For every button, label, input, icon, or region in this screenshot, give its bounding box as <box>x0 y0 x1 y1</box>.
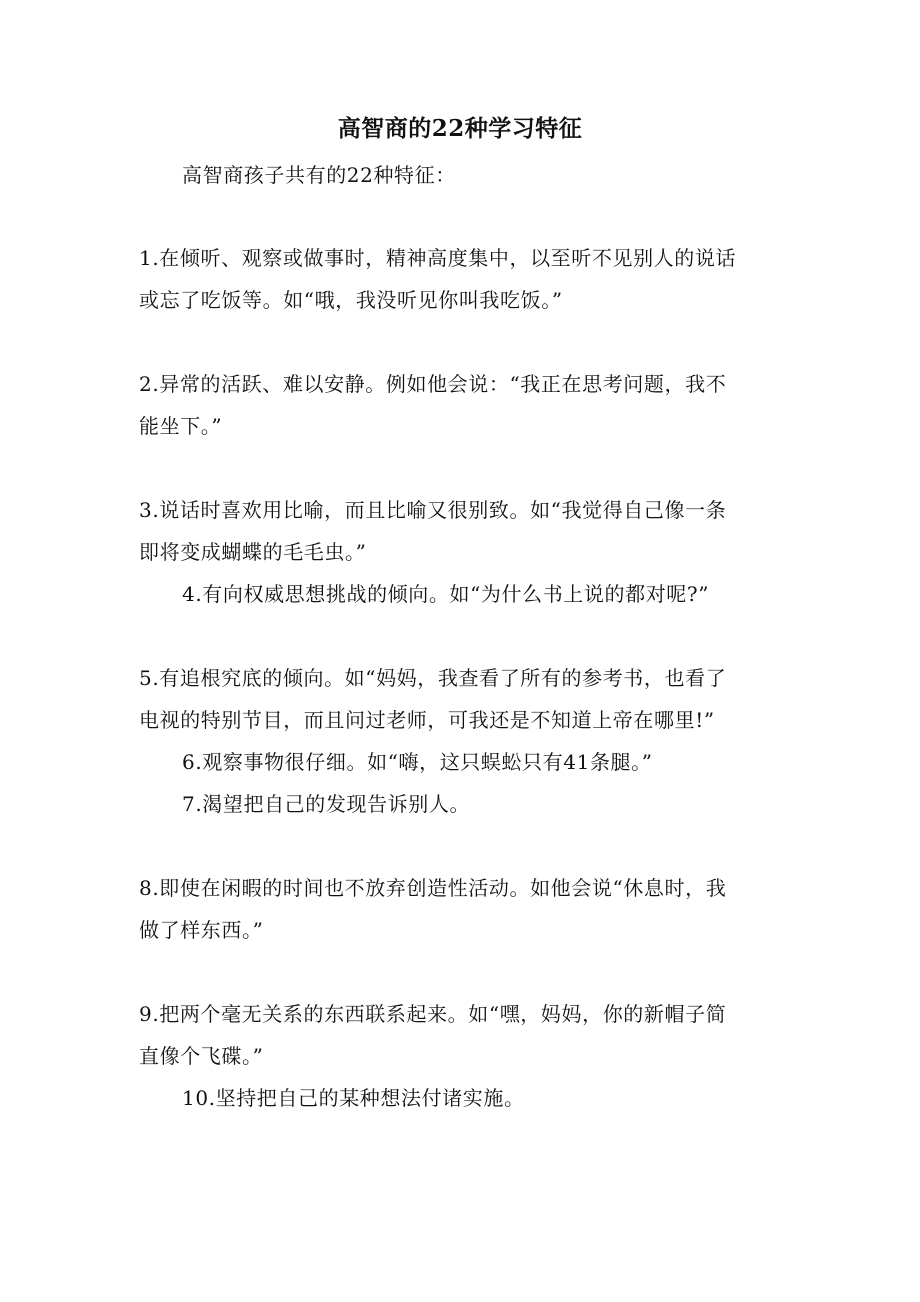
item-6-line-1: 6.观察事物很仔细。如“嗨，这只蜈蚣只有41条腿。” <box>182 750 653 774</box>
item-1-line-1: 1.在倾听、观察或做事时，精神高度集中，以至听不见别人的说话 <box>139 246 737 270</box>
item-2-line-2: 能坐下。” <box>139 414 223 438</box>
item-4-line-1: 4.有向权威思想挑战的倾向。如“为什么书上说的都对呢?” <box>182 582 710 606</box>
item-7-line-1: 7.渴望把自己的发现告诉别人。 <box>182 792 471 816</box>
item-5-line-2: 电视的特别节目，而且问过老师，可我还是不知道上帝在哪里!” <box>139 708 715 732</box>
item-10-line-1: 10.坚持把自己的某种想法付诸实施。 <box>182 1086 525 1110</box>
item-3-line-2: 即将变成蝴蝶的毛毛虫。” <box>139 540 367 564</box>
item-2-line-1: 2.异常的活跃、难以安静。例如他会说：“我正在思考问题，我不 <box>139 372 727 396</box>
intro-paragraph: 高智商孩子共有的22种特征： <box>182 163 456 187</box>
document-title: 高智商的22种学习特征 <box>337 115 583 142</box>
item-3-line-1: 3.说话时喜欢用比喻，而且比喻又很别致。如“我觉得自己像一条 <box>139 498 727 522</box>
item-9-line-1: 9.把两个毫无关系的东西联系起来。如“嘿，妈妈，你的新帽子简 <box>139 1002 727 1026</box>
item-9-line-2: 直像个飞碟。” <box>139 1044 264 1068</box>
item-1-line-2: 或忘了吃饭等。如“哦，我没听见你叫我吃饭。” <box>139 288 563 312</box>
item-8-line-2: 做了样东西。” <box>139 918 264 942</box>
item-5-line-1: 5.有追根究底的倾向。如“妈妈，我查看了所有的参考书，也看了 <box>139 666 727 690</box>
item-8-line-1: 8.即使在闲暇的时间也不放弃创造性活动。如他会说“休息时，我 <box>139 876 727 900</box>
